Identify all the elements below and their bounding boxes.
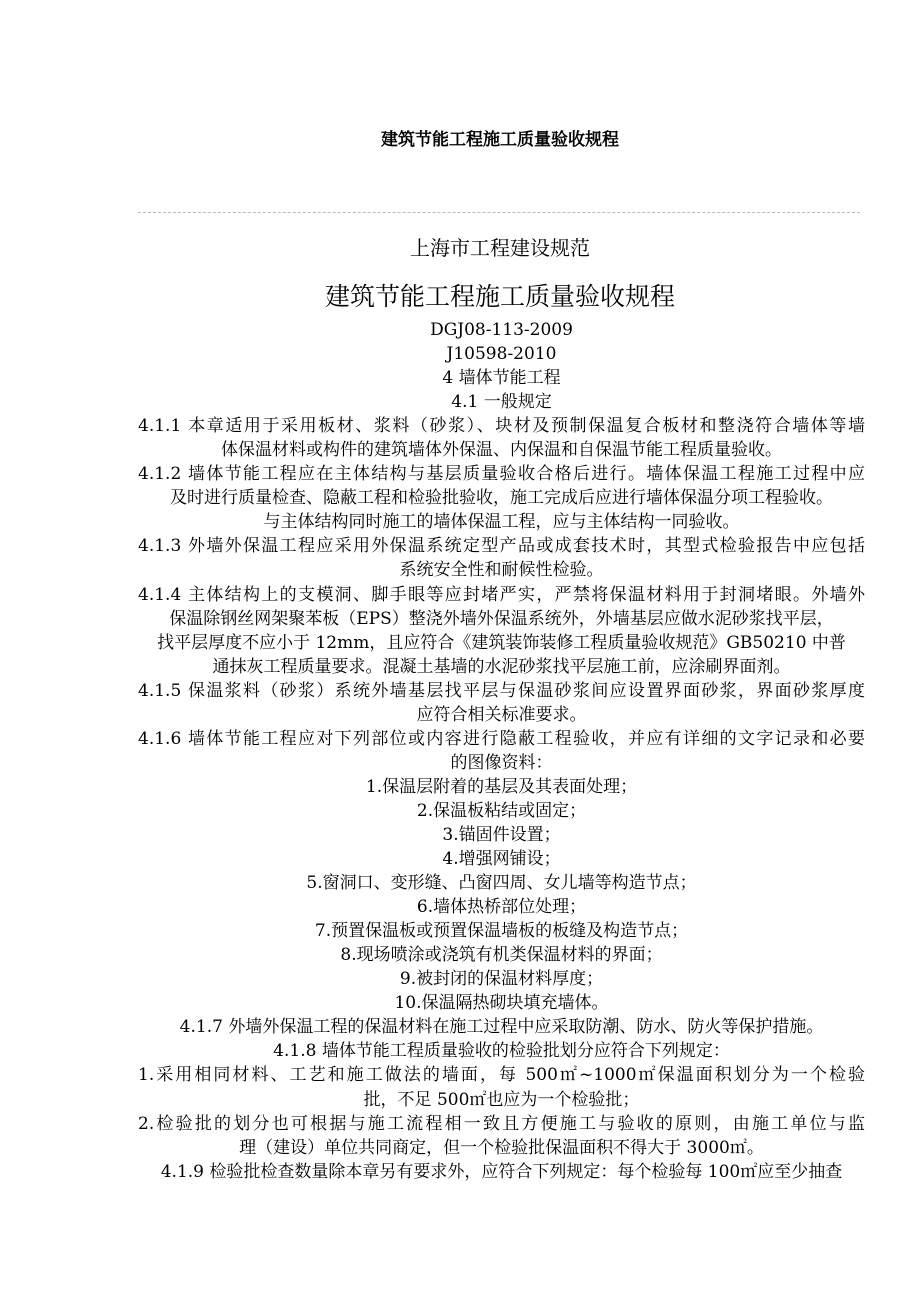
clause-paragraph [138,1039,865,1063]
clause-paragraph [138,871,865,895]
text-line: 系统安全性和耐候性检验。 [399,560,604,581]
text-line: 通抹灰工程质量要求。混凝土基墙的水泥砂浆找平层施工前，应涂刷界面剂。 [212,656,791,677]
clauses [138,414,865,1184]
clause-paragraph [138,847,865,871]
text-line: 7.预置保温板或预置保温墙板的板缝及构造节点； [314,921,689,942]
section-heading: 4.1 一般规定 [451,392,552,413]
text-line: 4.1.9 检验批检查数量除本章另有要求外，应符合下列规定：每个检验每 100㎡应至少抽查 [160,1161,843,1182]
text-line: 5.窗洞口、变形缝、凸窗四周、女儿墙等构造节点； [306,873,697,894]
text-line: 及时进行质量检查、隐蔽工程和检验批验收，施工完成后应进行墙体保温分项工程验收。 [170,488,833,509]
text-line: 3.锚固件设置； [442,824,561,845]
text-line: 6.墙体热桥部位处理； [416,897,587,918]
text-line: 保温除钢丝网架聚苯板（EPS）整浇外墙外保温系统外，外墙基层应做水泥砂浆找平层， [169,608,834,629]
clause-paragraph [138,823,865,847]
document-header-title: 建筑节能工程施工质量验收规程 [381,130,619,150]
text-line: 4.1.7 外墙外保温工程的保温材料在施工过程中应采取防潮、防水、防火等保护措施。 [179,1017,824,1038]
text-line: 的图像资料： [450,752,553,773]
text-line: 4.1.4 主体结构上的支模洞、脚手眼等应封堵严实，严禁将保温材料用于封洞堵眼。外墙外 [138,584,865,605]
text-line: 2.检验批的划分也可根据与施工流程相一致且方便施工与验收的原则，由施工单位与监 [138,1113,865,1134]
text-line: 与主体结构同时施工的墙体保温工程，应与主体结构一同验收。 [263,512,740,533]
text-line: 批，不足 500㎡也应为一个检验批； [363,1089,640,1110]
clause-paragraph [138,967,865,991]
text-line: 找平层厚度不应小于 12mm，且应符合《建筑装饰装修工程质量验收规范》GB50210 中普 [157,632,846,653]
text-line: 4.1.3 外墙外保温工程应采用外保温系统定型产品或成套技术时，其型式检验报告中应包括 [138,536,865,557]
text-line: 4.增强网铺设； [442,849,561,870]
clause-paragraph [138,991,865,1015]
clause-paragraph [138,679,865,727]
text-line: 8.现场喷涂或浇筑有机类保温材料的界面； [340,945,663,966]
text-line: 10.保温隔热砌块填充墙体。 [394,993,609,1014]
clause-paragraph [138,462,865,534]
main-title: 建筑节能工程施工质量验收规程 [324,282,675,311]
clause-paragraph [138,1015,865,1039]
standard-code: DGJ08-113-2009 [430,320,573,340]
text-line: 4.1.6 墙体节能工程应对下列部位或内容进行隐蔽工程验收，并应有详细的文字记录和必要 [138,728,865,749]
text-line: 1.采用相同材料、工艺和施工做法的墙面，每 500㎡~1000㎡保温面积划分为一个检验 [138,1065,865,1086]
text-line: 4.1.5 保温浆料（砂浆）系统外墙基层找平层与保温砂浆间应设置界面砂浆，界面砂浆厚度 [138,680,865,701]
clause-paragraph [138,895,865,919]
text-line: 2.保温板粘结或固定； [416,800,587,821]
clause-paragraph [138,1112,865,1160]
text-line: 1.保温层附着的基层及其表面处理； [365,776,638,797]
clause-paragraph [138,414,865,462]
chapter-heading: 4 墙体节能工程 [442,368,561,389]
text-line: 应符合相关标准要求。 [416,704,587,725]
clause-paragraph [138,775,865,799]
clause-paragraph [138,919,865,943]
clause-paragraph [138,583,865,679]
text-line: 4.1.8 墙体节能工程质量验收的检验批划分应符合下列规定： [273,1041,730,1062]
text-line: 4.1.1 本章适用于采用板材、浆料（砂浆）、块材及预制保温复合板材和整浇符合墙体等墙 [138,416,865,437]
text-line: 理（建设）单位共同商定，但一个检验批保温面积不得大于 3000㎡。 [239,1137,764,1158]
divider [138,212,860,213]
clause-paragraph [138,799,865,823]
text-line: 9.被封闭的保温材料厚度； [399,969,604,990]
document-body [138,318,865,1184]
clause-paragraph [138,534,865,582]
text-line: 体保温材料或构件的建筑墙体外保温、内保温和自保温节能工程质量验收。 [221,440,782,461]
clause-paragraph [138,1160,865,1184]
clause-paragraph [138,1063,865,1111]
record-code: J10598-2010 [446,344,557,365]
organization-title: 上海市工程建设规范 [410,236,590,260]
clause-paragraph [138,943,865,967]
clause-paragraph [138,727,865,775]
text-line: 4.1.2 墙体节能工程应在主体结构与基层质量验收合格后进行。墙体保温工程施工过程中应 [138,464,865,485]
